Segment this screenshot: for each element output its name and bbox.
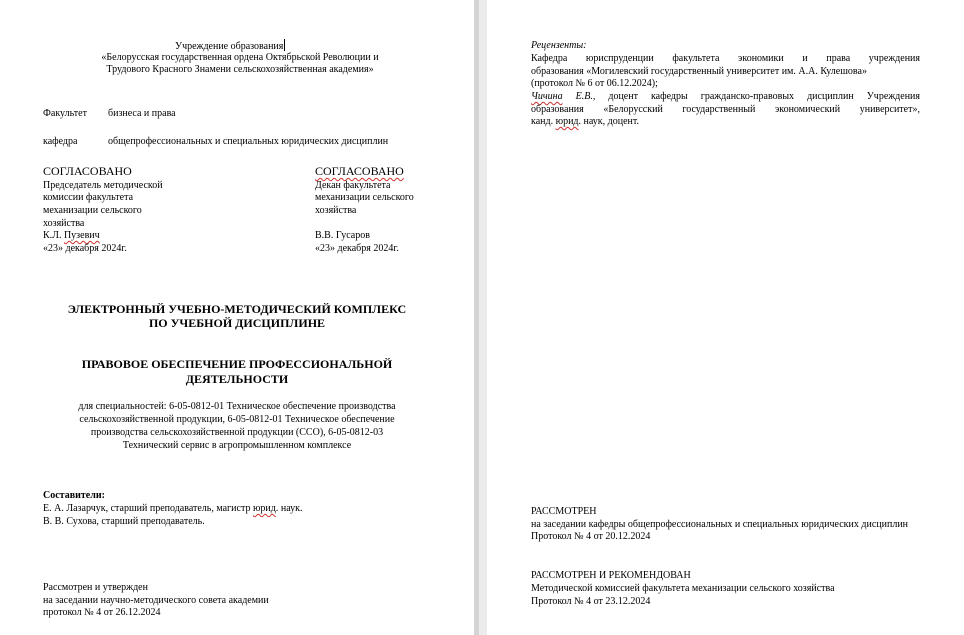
author-2: В. В. Сухова, старший преподаватель.: [43, 516, 205, 527]
complex-title-line-1: ЭЛЕКТРОННЫЙ УЧЕБНО-МЕТОДИЧЕСКИЙ КОМПЛЕКС: [67, 302, 407, 316]
council-line-2: на заседании научно-методического совета академии: [43, 595, 269, 606]
specialties-line-4: Технический сервис в агропромышленном комплексе: [122, 440, 352, 451]
specialties-line-3: производства сельскохозяйственной продукции (ССО), 6-05-0812-03: [90, 427, 384, 438]
reviewers-heading: Рецензенты:: [531, 40, 587, 51]
approval-left-signer: К.Л. Пузевич: [43, 230, 100, 241]
reviewers-org-line-2: образования «Могилевский государственный университет им. А.А. Кулешова»: [531, 66, 867, 77]
reviewer-person-line-1: Чичина Е.В., доцент кафедры гражданско-правовых дисциплин Учреждения: [531, 91, 920, 102]
faculty-label: Факультет: [43, 108, 87, 119]
department-label: кафедра: [43, 136, 78, 147]
faculty-value: бизнеса и права: [108, 108, 176, 119]
specialties-line-1: для специальностей: 6-05-0812-01 Техническое обеспечение производства: [78, 401, 396, 412]
authors-heading: Составители:: [43, 490, 105, 501]
reviewers-org-line-1: Кафедра юриспруденции факультета экономики и права учреждения: [531, 53, 920, 64]
council-line-3: протокол № 4 от 26.12.2024: [43, 607, 161, 618]
reviewed-dept-heading: РАССМОТРЕН: [531, 506, 597, 517]
specialties-line-2: сельскохозяйственной продукции, 6-05-0812-01 Техническое обеспечение: [79, 414, 395, 425]
reviewed-commission-line-2: Протокол № 4 от 23.12.2024: [531, 596, 651, 607]
approval-right-line-1: Декан факультета: [315, 180, 391, 191]
department-value: общепрофессиональных и специальных юридических дисциплин: [108, 136, 389, 147]
institution-line-2: «Белорусская государственная ордена Октябрьской Революции и: [101, 52, 379, 63]
reviewer-person-line-2: образования «Белорусский государственный экономический университет»,: [531, 104, 920, 115]
complex-title-line-2: ПО УЧЕБНОЙ ДИСЦИПЛИНЕ: [148, 316, 326, 330]
reviewer-person-line-3: канд. юрид. наук, доцент.: [531, 116, 640, 127]
approval-left-line-4: хозяйства: [43, 218, 85, 229]
reviewed-dept-line-1: на заседании кафедры общепрофессиональных и специальных юридических дисциплин: [531, 519, 909, 530]
text-cursor: [284, 39, 285, 51]
approval-left-line-3: механизации сельского: [43, 205, 142, 216]
approval-right-line-3: хозяйства: [315, 205, 357, 216]
title-page[interactable]: [0, 0, 474, 635]
reviewed-commission-heading: РАССМОТРЕН И РЕКОМЕНДОВАН: [531, 570, 691, 581]
institution-line-1: Учреждение образования: [175, 41, 284, 52]
reviewers-org-line-3: (протокол № 6 от 06.12.2024);: [531, 78, 658, 89]
approval-right-line-2: механизации сельского: [315, 192, 414, 203]
discipline-title-line-1: ПРАВОВОЕ ОБЕСПЕЧЕНИЕ ПРОФЕССИОНАЛЬНОЙ: [81, 357, 393, 371]
reviewed-dept-line-2: Протокол № 4 от 20.12.2024: [531, 531, 651, 542]
discipline-title-line-2: ДЕЯТЕЛЬНОСТИ: [185, 372, 289, 386]
approval-right-heading: СОГЛАСОВАНО: [315, 164, 404, 178]
author-1: Е. А. Лазарчук, старший преподаватель, магистр юрид. наук.: [43, 503, 303, 514]
page-gutter: [474, 0, 487, 635]
reverse-page[interactable]: [487, 0, 964, 635]
approval-left-date: «23» декабря 2024г.: [43, 243, 127, 254]
approval-right-date: «23» декабря 2024г.: [315, 243, 399, 254]
approval-left-heading: СОГЛАСОВАНО: [43, 164, 132, 178]
approval-left-line-1: Председатель методической: [43, 180, 163, 191]
institution-line-3: Трудового Красного Знамени сельскохозяйственная академия»: [106, 64, 374, 75]
council-line-1: Рассмотрен и утвержден: [43, 582, 148, 593]
reviewed-commission-line-1: Методической комиссией факультета механизации сельского хозяйства: [531, 583, 835, 594]
approval-right-signer: В.В. Гусаров: [315, 230, 370, 241]
approval-left-line-2: комиссии факультета: [43, 192, 134, 203]
